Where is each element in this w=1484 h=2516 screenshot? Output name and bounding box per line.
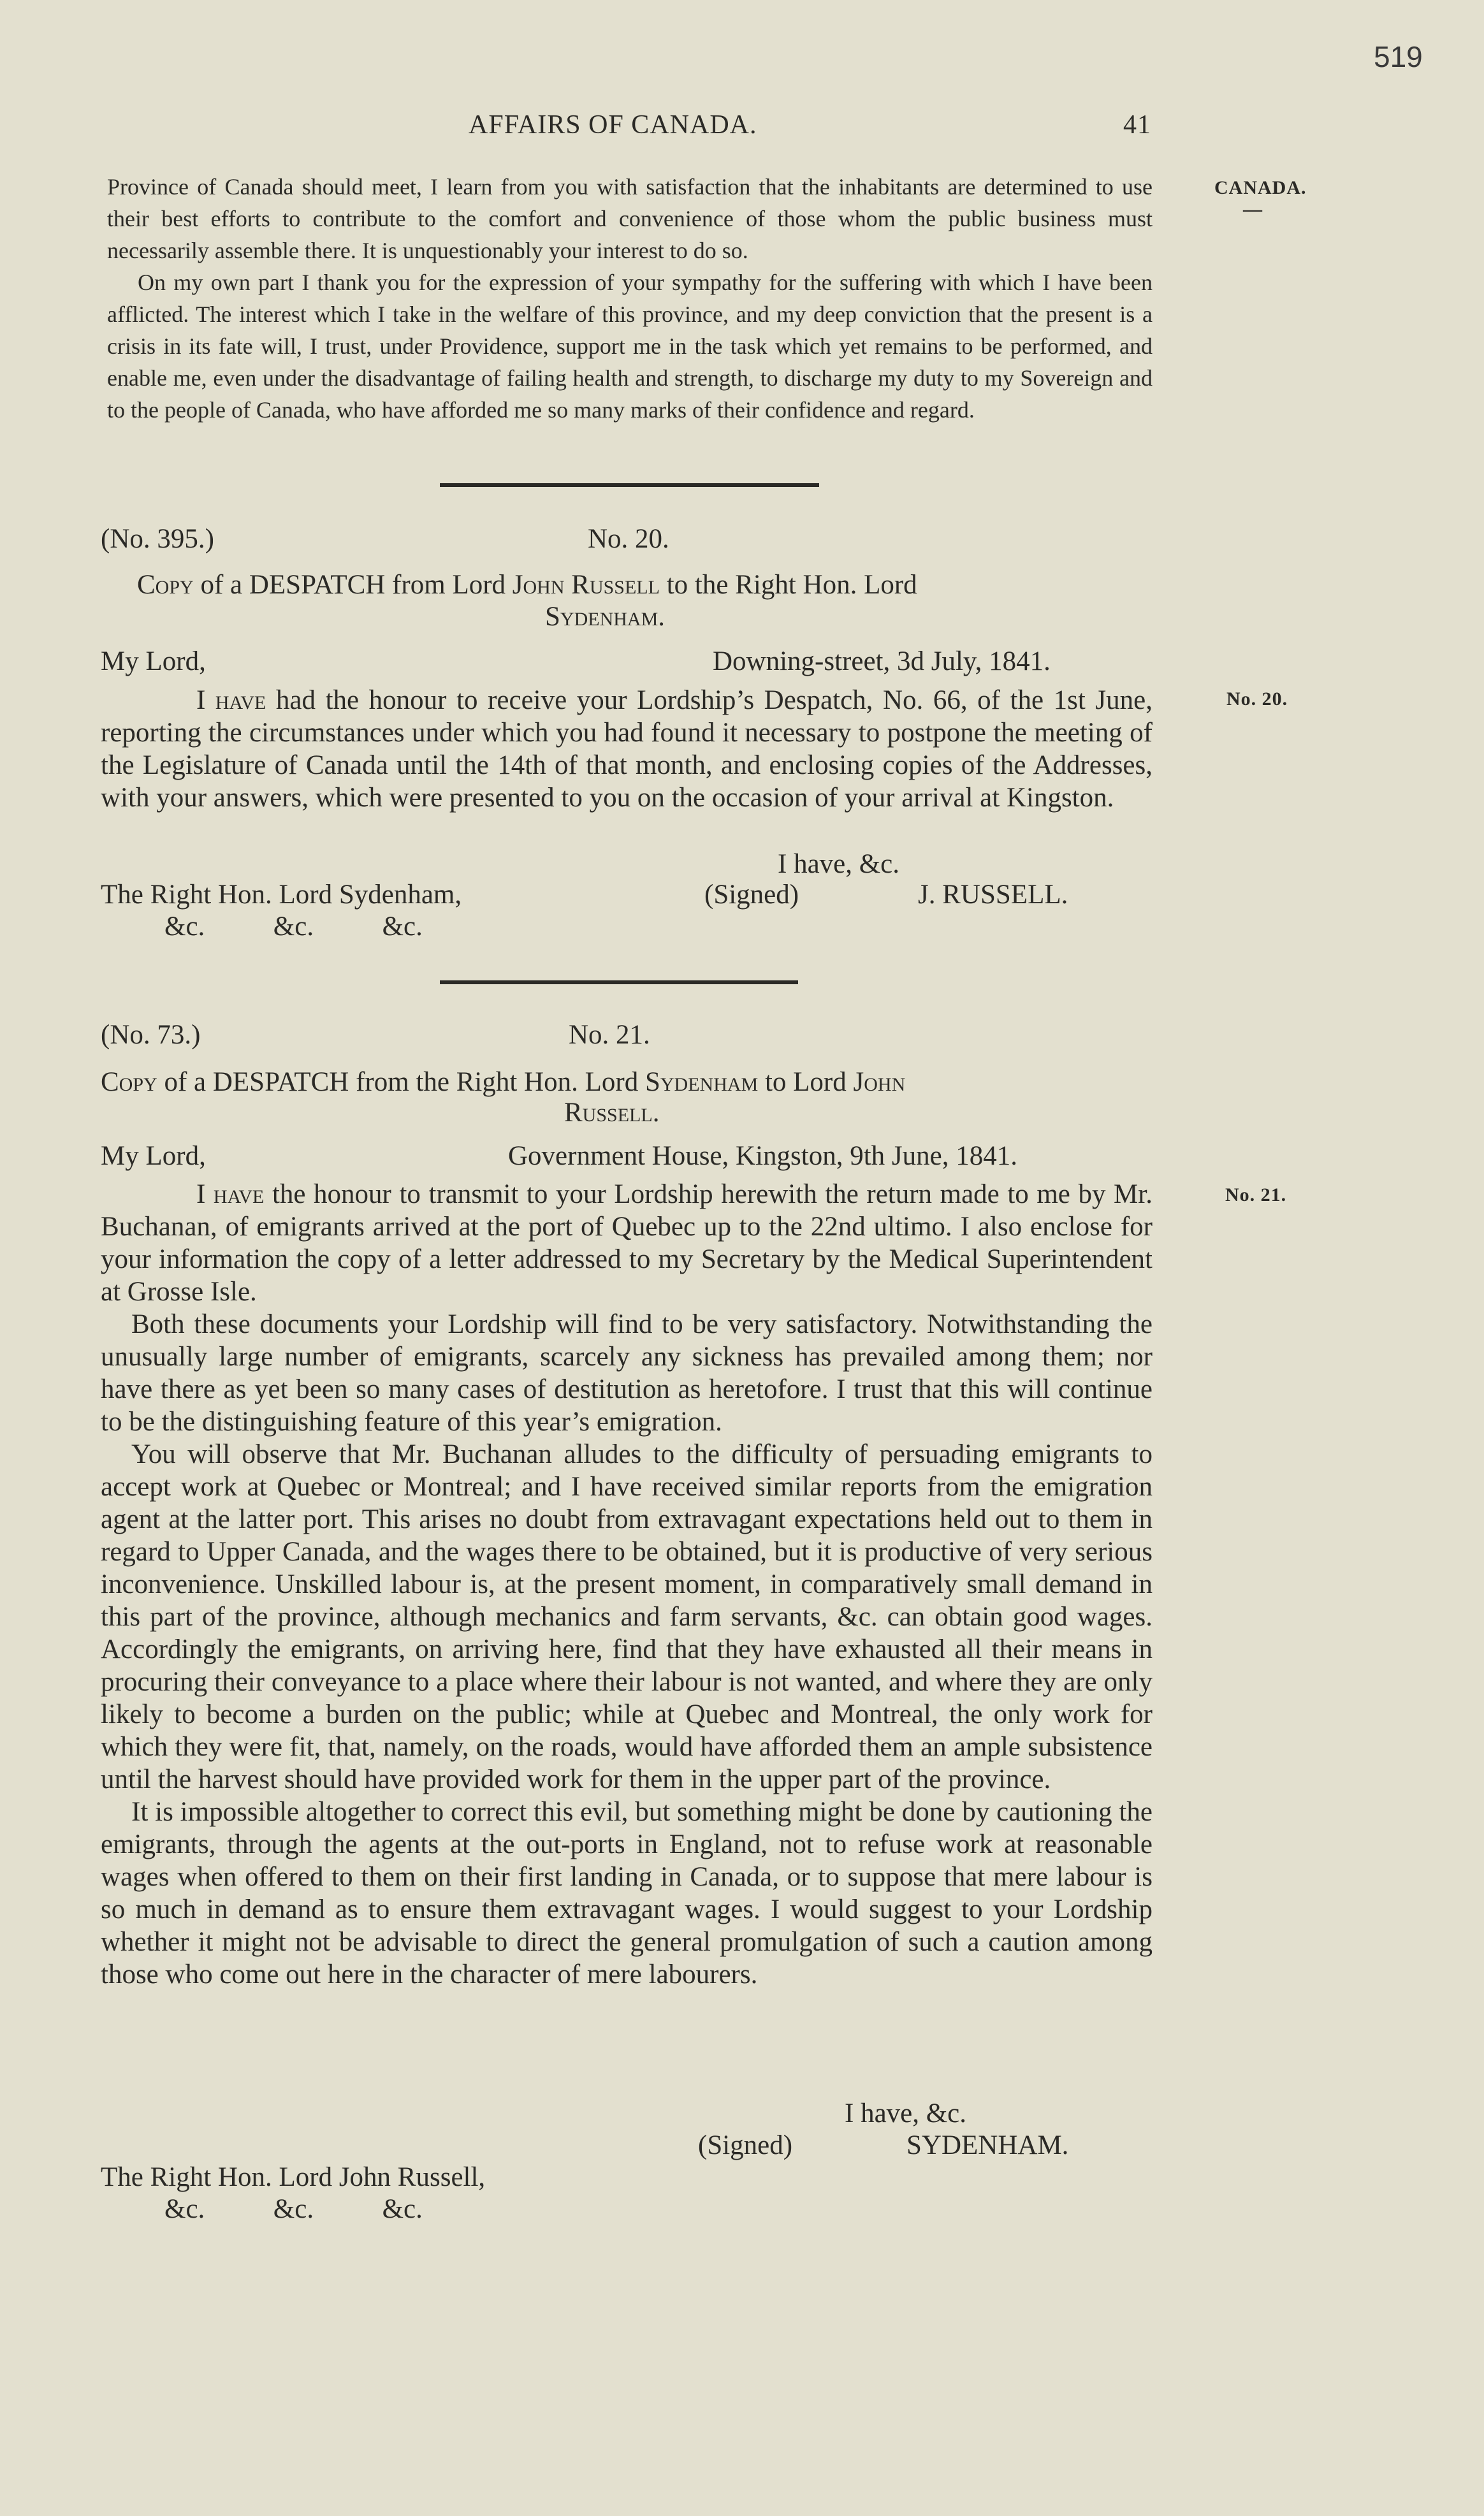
margin-no20: No. 20. bbox=[1226, 688, 1288, 709]
d21-paragraph-2: Both these documents your Lordship will find to be very satisfactory. Notwithstanding the unusually large number of emigrants, scarcely any sickness has prevailed among them; nor have there as yet been so many cases of destitution as heretofore. I trust that this will continue to be the distinguishing feature of this year’s emigration. bbox=[101, 1309, 1153, 1437]
d20-signed: (Signed) bbox=[704, 880, 799, 910]
margin-dash: — bbox=[1243, 199, 1263, 220]
margin-canada: CANADA. bbox=[1214, 177, 1307, 198]
d21-closing: I have, &c. bbox=[845, 2098, 967, 2128]
d21-signed: (Signed) bbox=[698, 2130, 793, 2160]
section-divider-1 bbox=[440, 483, 819, 487]
d21-title-line2: Russell. bbox=[564, 1098, 660, 1128]
running-head-page: 41 bbox=[1123, 110, 1151, 140]
d20-number: No. 20. bbox=[588, 524, 669, 554]
d20-body-lead: I have bbox=[196, 685, 266, 715]
d20-title-from: from Lord bbox=[385, 570, 513, 600]
intro-paragraph-1: Province of Canada should meet, I learn from you with satisfaction that the inhabitants are determined to use their best efforts to contribute to the comfort and convenience of those whom the public business must necessarily assemble there. It is unquestionably your interest to do so. bbox=[107, 174, 1153, 263]
d20-place-date: Downing-street, 3d July, 1841. bbox=[713, 646, 1051, 676]
d21-title-sydenham: Sydenham bbox=[644, 1067, 759, 1097]
d20-title-despatch: DESPATCH bbox=[249, 570, 386, 600]
running-head-title: AFFAIRS OF CANADA. bbox=[469, 110, 757, 140]
d20-title-copy: Copy bbox=[137, 570, 194, 600]
d21-number: No. 21. bbox=[569, 1020, 650, 1050]
d21-paragraph-4: It is impossible altogether to correct this evil, but something might be done by cautioning the emigrants, through the agents at the out-ports in England, not to refuse work at reasonable wages when offered to them on their first landing in Canada, or to suppose that mere labour is so much in demand as to ensure them extravagant wages. I would suggest to your Lordship whether it might not be advisable to direct the general promulgation of such a caution among those who come out here in the character of mere labourers. bbox=[101, 1797, 1153, 1989]
section-divider-2 bbox=[440, 980, 798, 984]
d21-body bbox=[101, 1178, 1153, 1991]
margin-no21: No. 21. bbox=[1225, 1184, 1287, 1205]
d21-title-john: John bbox=[853, 1067, 906, 1097]
d20-body bbox=[101, 684, 1153, 814]
d20-title bbox=[137, 569, 917, 601]
d20-closing: I have, &c. bbox=[778, 849, 900, 879]
d21-salutation: My Lord, bbox=[101, 1141, 206, 1171]
d20-addressee: The Right Hon. Lord Sydenham, bbox=[101, 880, 462, 910]
d21-p1-text: the honour to transmit to your Lordship herewith the return made to me by Mr. Buchanan, of emigrants arrived at the port of Quebec up to the 22nd ultimo. I also enclose for your information the copy of a letter addressed to my Secretary by the Medical Superintendent at Grosse Isle. bbox=[101, 1179, 1153, 1307]
d21-signer: SYDENHAM. bbox=[906, 2130, 1069, 2160]
d21-title-copy: Copy bbox=[101, 1067, 157, 1097]
d21-place-date: Government House, Kingston, 9th June, 1841. bbox=[508, 1141, 1018, 1171]
d20-body-text: had the honour to receive your Lordship’s Despatch, No. 66, of the 1st June, reporting the circumstances under which you had found it necessary to postpone the meeting of the Legislature of Canada until the 14th of that month, and enclosing copies of the Addresses, with your answers, which were presented to you on the occasion of your arrival at Kingston. bbox=[101, 685, 1153, 813]
d21-paragraph-3: You will observe that Mr. Buchanan alludes to the difficulty of persuading emigrants to accept work at Quebec or Montreal; and I have received similar reports from the emigration agent at the latter port. This arises no doubt from extravagant expectations held out to them in regard to Upper Canada, and the wages there to be obtained, but it is productive of very serious inconvenience. Unskilled labour is, at the present moment, in comparatively small demand in this part of the province, although mechanics and farm servants, &c. can obtain good wages. Accordingly the emigrants, on arriving here, find that they have exhausted all their means in procuring their conveyance to a place where their labour is not wanted, and where they are only likely to become a burden on the public; while at Quebec and Montreal, the only work for which they were fit, that, namely, on the roads, would have afforded them an ample subsistence until the harvest should have provided work for them in the upper part of the province. bbox=[101, 1439, 1153, 1794]
d20-title-mid: to the Right Hon. Lord bbox=[659, 570, 917, 600]
d21-etc: &c. &c. &c. bbox=[164, 2194, 423, 2224]
d21-title bbox=[101, 1066, 905, 1098]
d20-signer: J. RUSSELL. bbox=[918, 880, 1068, 910]
d21-title-of: of a bbox=[157, 1067, 213, 1097]
d20-title-russell: Russell bbox=[571, 570, 660, 600]
d21-title-despatch: DESPATCH bbox=[212, 1067, 349, 1097]
d20-title-john: John bbox=[512, 570, 565, 600]
d20-ref: (No. 395.) bbox=[101, 524, 214, 554]
d21-p1-lead: I have bbox=[196, 1179, 265, 1209]
d21-addressee: The Right Hon. Lord John Russell, bbox=[101, 2162, 486, 2192]
d21-paragraph-1 bbox=[101, 1178, 1153, 1308]
d20-title-line2: Sydenham. bbox=[545, 602, 665, 632]
intro-paragraph-2: On my own part I thank you for the expression of your sympathy for the suffering with which I have been afflicted. The interest which I take in the welfare of this province, and my deep conviction that the present is a crisis in its fate will, I trust, under Providence, support me in the task which yet remains to be performed, and enable me, even under the disadvantage of failing health and strength, to discharge my duty to my Sovereign and to the people of Canada, who have afforded me so many marks of their confidence and regard. bbox=[107, 270, 1153, 423]
d21-title-to: to Lord bbox=[758, 1067, 854, 1097]
d20-title-of: of a bbox=[193, 570, 249, 600]
page-stamp: 519 bbox=[1374, 40, 1423, 73]
d20-etc: &c. &c. &c. bbox=[164, 912, 423, 942]
intro-text bbox=[107, 171, 1153, 426]
d21-title-from: from the Right Hon. Lord bbox=[349, 1067, 645, 1097]
d21-ref: (No. 73.) bbox=[101, 1020, 201, 1050]
d20-salutation: My Lord, bbox=[101, 646, 206, 676]
